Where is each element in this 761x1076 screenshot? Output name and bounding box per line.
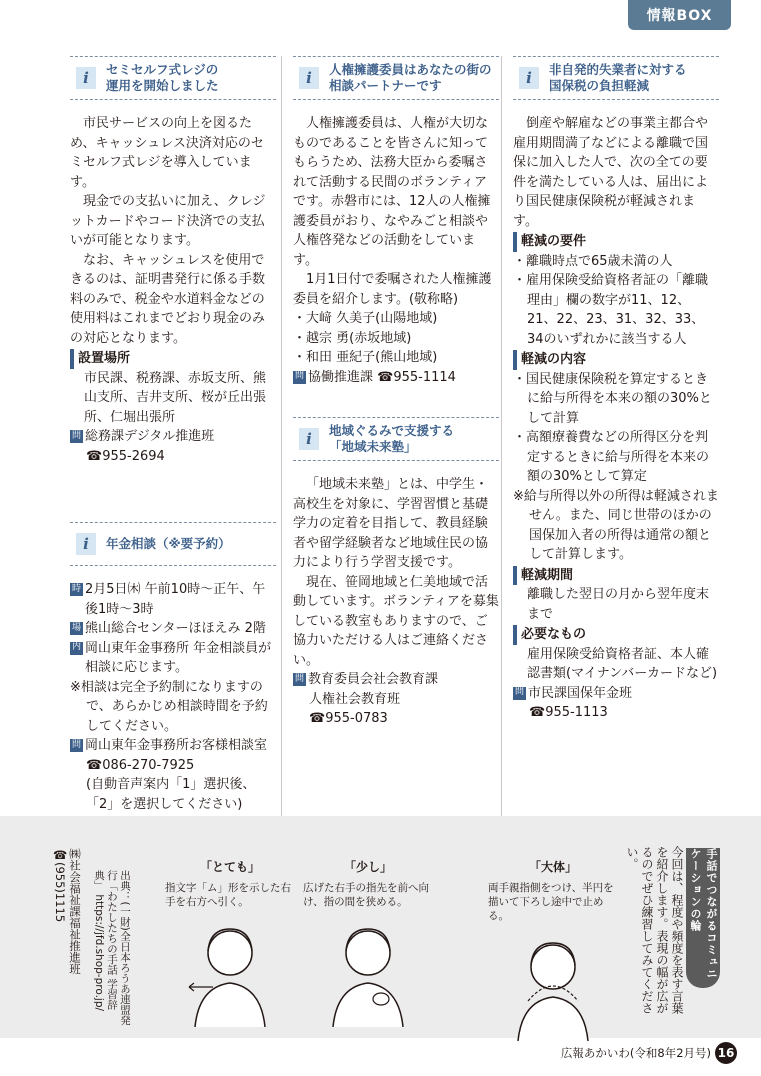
section-title: 年金相談（※要予約） (106, 536, 231, 551)
date-tag: 時 (70, 583, 83, 596)
list-item: ・和田 亜紀子(熊山地域) (293, 350, 438, 365)
sign-illustration-icon (508, 931, 598, 1041)
contact-tag: 問 (70, 430, 83, 443)
column-1 (70, 56, 276, 814)
section-title: 地域ぐるみで支援する 「地域未来塾」 (329, 423, 455, 454)
section-header-future-school (293, 417, 499, 461)
sign-item-daitai (488, 858, 618, 1041)
column-divider (501, 56, 502, 816)
content-tag: 内 (70, 642, 83, 655)
info-icon: i (299, 428, 319, 450)
contact-line: 問 協働推進課 ☎955-1114 (294, 369, 456, 385)
sign-description: 広げた右手の指先を前へ向け、指の間を狭める。 (303, 882, 429, 908)
section-header-self-checkout (70, 56, 276, 100)
paragraph: 現在、笹岡地域と仁美地域で活動しています。ボランティアを募集している教室もありますので、ご協力いただける人はご連絡ください。 (293, 574, 499, 668)
date-line: 時 2月5日㈭ 午前10時～正午、午後1時～3時 (71, 582, 266, 617)
paragraph: 現金での支払いに加え、クレジットカードやコード決済での支払いが可能となります。 (70, 194, 266, 248)
info-icon: i (76, 533, 96, 555)
paragraph: 倒産や解雇などの事業主都合や雇用期間満了などによる離職で国保に加入した人で、次の全ての要件を満たしている人は、届出により国民健康保険税が軽減されます。 (513, 116, 709, 229)
sign-illustration-icon (323, 917, 413, 1027)
contact-line: 問 教育委員会社会教育課 (294, 672, 439, 687)
phone-number: ☎955-1113 (529, 705, 608, 720)
paragraph: 市民サービスの向上を図るため、キャッシュレス決済対応のセミセルフ式レジを導入しています。 (70, 116, 264, 190)
section-header-insurance (513, 56, 719, 100)
footer (561, 1042, 737, 1064)
subheading: 軽減の要件 (513, 232, 719, 252)
info-icon: i (76, 67, 96, 89)
content-line: 内 岡山東年金事務所 年金相談員が相談に応じます。 (71, 640, 272, 675)
list-item: ・雇用保険受給資格者証の「離職理由」欄の数字が11、12、21、22、23、31、32、33、34のいずれかに該当する人 (513, 273, 709, 347)
sign-item-sukoshi (303, 858, 433, 1027)
section-title: 非自発的失業者に対する 国保税の負担軽減 (549, 62, 687, 93)
subheading: 軽減の内容 (513, 350, 719, 370)
sign-description: 両手親指側をつけ、半円を描いて下ろし途中で止める。 (488, 882, 614, 922)
list-item: ・離職時点で65歳未満の人 (513, 253, 673, 269)
phone-number: ☎955-2694 (86, 448, 165, 464)
subheading: 軽減期間 (513, 566, 719, 586)
sign-description: 指文字「ム」形を示した右手を右方へ引く。 (165, 882, 291, 908)
sign-title: 「大体」 (528, 860, 577, 874)
column-3 (513, 56, 719, 723)
note: ※相談は完全予約制になりますので、あらかじめ相談時間を予約してください。 (70, 679, 268, 734)
sign-item-totemo (165, 858, 295, 1027)
contact-line: 問 総務課デジタル推進班 (71, 429, 215, 444)
paragraph: なお、キャッシュレスを使用できるのは、証明書発行に係る手数料のみで、税金や水道料金などの使用料はこれまでどおり現金のみの対応となります。 (70, 252, 266, 346)
list-item: ・国民健康保険税を算定するときに給与所得を本来の額の30%として計算 (513, 371, 712, 426)
sign-title: 「少し」 (343, 860, 392, 874)
info-icon: i (519, 67, 539, 89)
phone-number: ☎955-0783 (309, 711, 388, 726)
list-item: ・高額療養費などの所得区分を判定するときに給与所得を本来の額の30%として算定 (513, 430, 710, 484)
sign-language-band: 手話でつながるコミュニケーションの輪 (686, 848, 720, 988)
info-icon: i (299, 67, 319, 89)
period-text: 離職した翌日の月から翌年度末まで (527, 587, 710, 622)
contact-sub: 人権社会教育班 (309, 691, 401, 707)
section-tab: 情報BOX (628, 0, 731, 30)
section-header-human-rights (293, 56, 499, 100)
needs-text: 雇用保険受給資格者証、本人確認書類(マイナンバーカードなど) (527, 646, 718, 681)
subheading: 設置場所 (70, 349, 276, 369)
section-title: セミセルフ式レジの 運用を開始しました (106, 62, 219, 93)
publication-name: 広報あかいわ(令和8年2月号) (560, 1046, 711, 1060)
place-line: 場 熊山総合センターほほえみ 2階 (71, 621, 266, 636)
page-number: 16 (715, 1042, 737, 1064)
paragraph: 人権擁護委員は、人権が大切なものであることを皆さんに知ってもらうため、法務大臣から委嘱されて活動する民間のボランティアです。赤磐市には、12人の人権擁護委員がおり、なやみごと相談や人権啓発などの活動をしています。 (293, 116, 491, 268)
column-divider (281, 56, 282, 816)
list-item: ・越宗 勇(赤坂地域) (293, 330, 412, 346)
phone-note: (自動音声案内「1」選択後、「2」を選択してください) (86, 777, 256, 812)
phone-number: ☎086-270-7925 (86, 757, 195, 773)
place-list: 市民課、税務課、赤坂支所、熊山支所、吉井支所、桜が丘出張所、仁堀出張所 (84, 370, 267, 425)
section-title: 人権擁護委員はあなたの街の 相談パートナーです (329, 62, 492, 93)
place-tag: 場 (70, 622, 83, 635)
sign-illustration-icon (185, 917, 275, 1027)
sign-intro: 今回は、程度や頻度を表す言葉を紹介します。表現の幅が広がるのでぜひ練習してみてください。 (625, 846, 684, 1014)
section-header-pension (70, 522, 276, 566)
sign-source: 出典：(一財)全日本ろうあ連盟発行「わたしたちの手話 学習辞典」 https://jfd.shop-pro.jp/ (93, 870, 131, 1026)
contact-line: 問 岡山東年金事務所お客様相談室 (71, 738, 268, 753)
contact-tag: 問 (293, 673, 306, 686)
paragraph: 1月1日付で委嘱された人権擁護委員を紹介します。(敬称略) (293, 272, 492, 307)
sign-title: 「とても」 (199, 860, 260, 874)
contact-tag: 問 (513, 687, 526, 700)
paragraph: 「地域未来塾」とは、中学生・高校生を対象に、学習習慣と基礎学力の定着を目指して、教員経験者や留学経験者など地域住民の協力により行う学習支援です。 (293, 477, 489, 570)
contact-tag: 問 (293, 371, 306, 384)
subheading: 必要なもの (513, 625, 719, 645)
sign-organization: ㈱社会福祉課福祉推進班 ☎(955)1115 (53, 848, 82, 975)
list-item: ・大﨑 久美子(山陽地域) (293, 311, 438, 326)
column-2 (293, 56, 499, 729)
note: ※給与所得以外の所得は軽減されません。また、同じ世帯のほかの国保加入者の所得は通常の額として計算します。 (513, 488, 719, 562)
contact-line: 問 市民課国保年金班 (514, 685, 633, 701)
contact-tag: 問 (70, 739, 83, 752)
